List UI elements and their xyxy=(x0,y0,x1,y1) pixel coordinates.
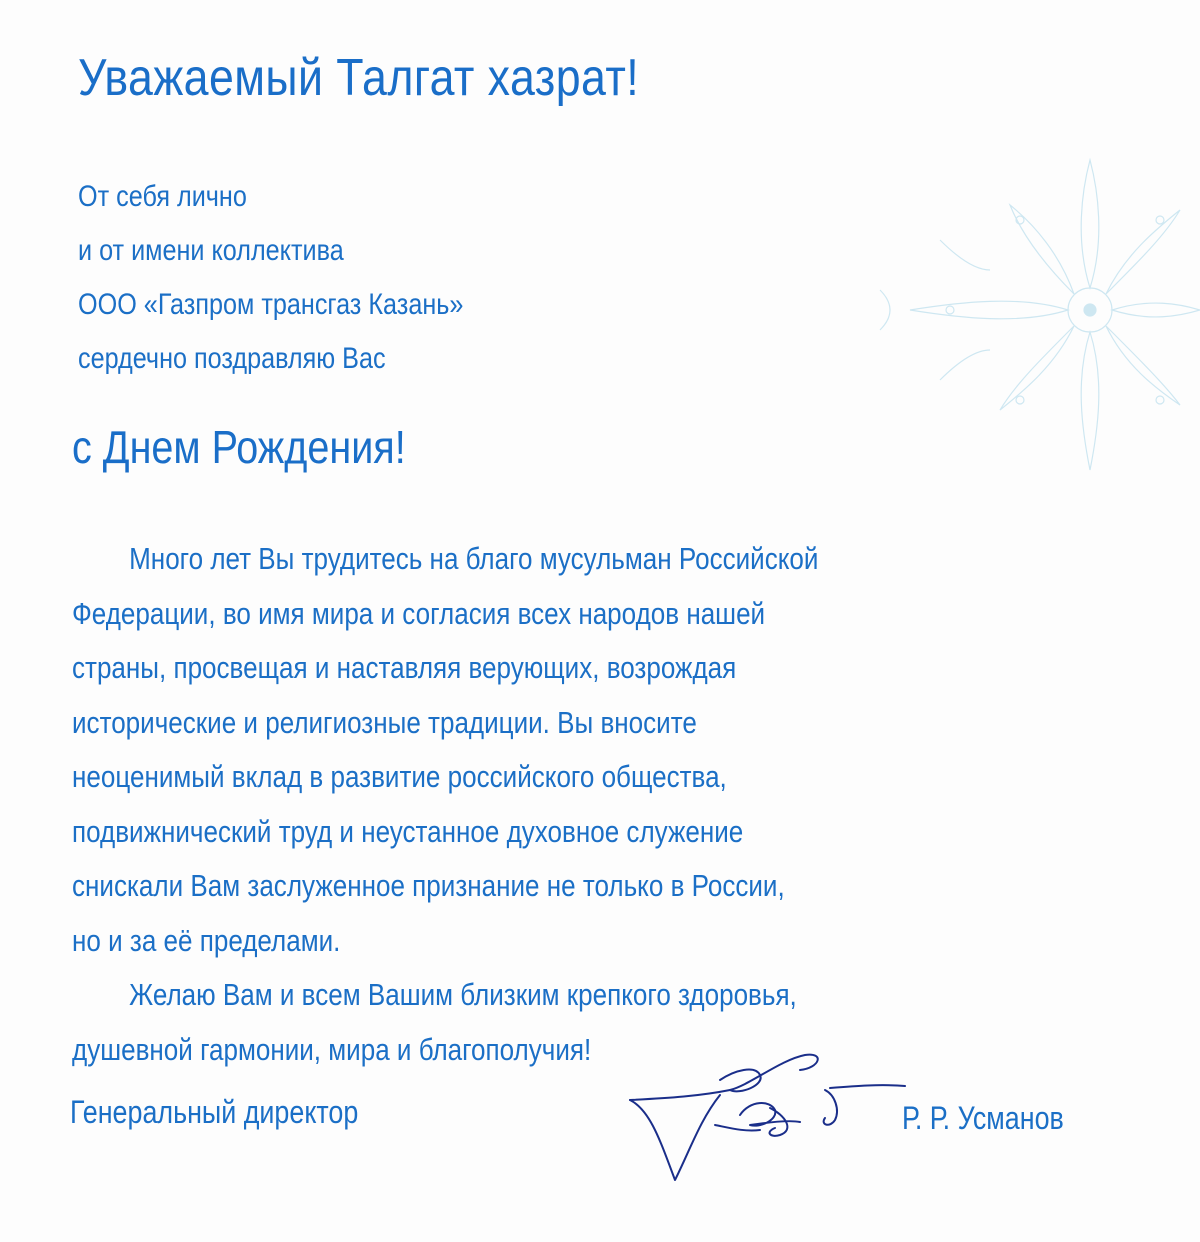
snowflake-ornament-icon xyxy=(820,120,1200,480)
signer-name: Р. Р. Усманов xyxy=(902,1100,1064,1136)
body-line: снискали Вам заслуженное признание не только в России, xyxy=(72,868,785,903)
occasion-heading: с Днем Рождения! xyxy=(72,421,406,473)
intro-line: сердечно поздравляю Вас xyxy=(78,342,386,375)
intro-line: и от имени коллектива xyxy=(78,234,344,267)
body-line: неоценимый вклад в развитие российского общества, xyxy=(72,759,727,794)
body-line: душевной гармонии, мира и благополучия! xyxy=(72,1031,592,1067)
body-line: исторические и религиозные традиции. Вы вносите xyxy=(72,704,697,740)
body-line: подвижнический труд и неустанное духовное служение xyxy=(72,813,744,849)
handwritten-signature-icon xyxy=(620,1040,910,1190)
body-line: но и за её пределами. xyxy=(72,922,341,958)
intro-line: ООО «Газпром трансгаз Казань» xyxy=(78,288,464,321)
letter-body xyxy=(72,532,818,1077)
intro-paragraph xyxy=(78,170,463,386)
body-line: Желаю Вам и всем Вашим близким крепкого здоровья, xyxy=(129,977,797,1012)
letter-greeting: Уважаемый Талгат хазрат! xyxy=(78,49,640,107)
body-line: Федерации, во имя мира и согласия всех народов нашей xyxy=(72,595,766,631)
intro-line: От себя лично xyxy=(78,180,247,213)
signer-position: Генеральный директор xyxy=(70,1094,359,1130)
body-line: страны, просвещая и наставляя верующих, возрождая xyxy=(72,650,737,685)
body-line: Много лет Вы трудитесь на благо мусульман Российской xyxy=(129,541,819,576)
